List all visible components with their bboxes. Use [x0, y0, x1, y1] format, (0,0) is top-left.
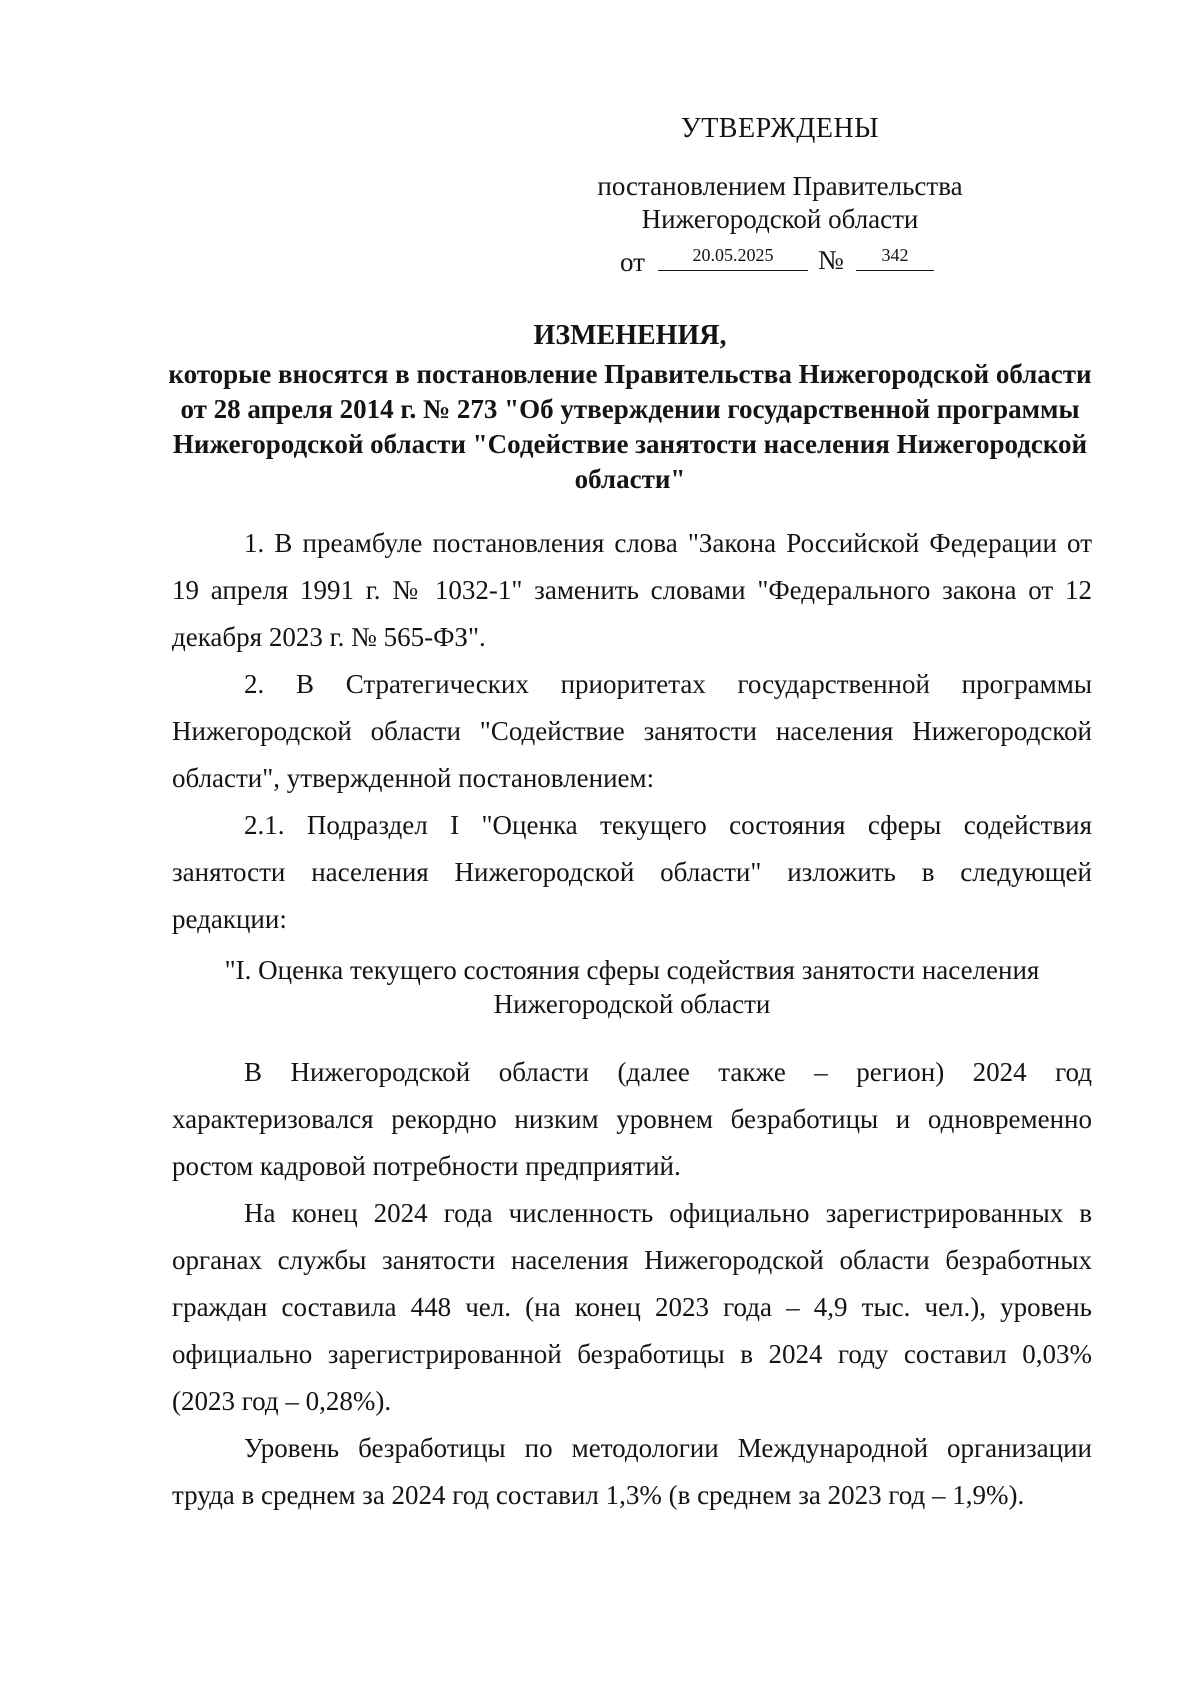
approval-date-line [560, 240, 1000, 277]
title-main: ИЗМЕНЕНИЯ, [533, 320, 727, 351]
section-heading [172, 953, 1092, 1021]
approval-line-2: Нижегородской области [641, 204, 919, 234]
approved-title: УТВЕРЖДЕНЫ [680, 113, 880, 144]
document-title [160, 318, 1100, 497]
paragraph-6: Уровень безработицы по методологии Международной организации труда в среднем за 2024 год составил 1,3% (в среднем за 2023 год – 1,9%). [172, 1433, 1092, 1510]
approval-number: 342 [856, 240, 934, 271]
document-body [172, 520, 1092, 1519]
number-label: № [818, 245, 844, 275]
from-label: от [620, 247, 645, 277]
paragraph-2: 2. В Стратегических приоритетах государственной программы Нижегородской области "Содействие занятости населения Нижегородской области", утвержденной постановлением: [172, 669, 1092, 793]
title-subtitle: которые вносятся в постановление Правительства Нижегородской области от 28 апреля 2014 г. № 273 "Об утверждении государственной программы Нижегородской области "Содействие занятости населения Нижегородской области" [168, 359, 1092, 494]
paragraph-5: На конец 2024 года численность официально зарегистрированных в органах службы занятости населения Нижегородской области безработных граждан составила 448 чел. (на конец 2023 года – 4,9 тыс. чел.), уровень официально зарегистрированной безработицы в 2024 году составил 0,03% (2023 год – 0,28%). [172, 1198, 1092, 1416]
approval-line-1: постановлением Правительства [597, 171, 963, 201]
paragraph-1: 1. В преамбуле постановления слова "Закона Российской Федерации от 19 апреля 1991 г. № 1032-1" заменить словами "Федерального закона от 12 декабря 2023 г. № 565-ФЗ". [172, 528, 1092, 652]
paragraph-3: 2.1. Подраздел I "Оценка текущего состояния сферы содействия занятости населения Нижегородской области" изложить в следующей редакции: [172, 810, 1092, 934]
section-heading-line-2: Нижегородской области [493, 989, 771, 1019]
approval-block [560, 112, 1000, 277]
approval-date: 20.05.2025 [658, 240, 808, 271]
section-heading-line-1: "I. Оценка текущего состояния сферы содействия занятости населения [224, 955, 1040, 985]
paragraph-4: В Нижегородской области (далее также – регион) 2024 год характеризовался рекордно низким уровнем безработицы и одновременно ростом кадровой потребности предприятий. [172, 1057, 1092, 1181]
